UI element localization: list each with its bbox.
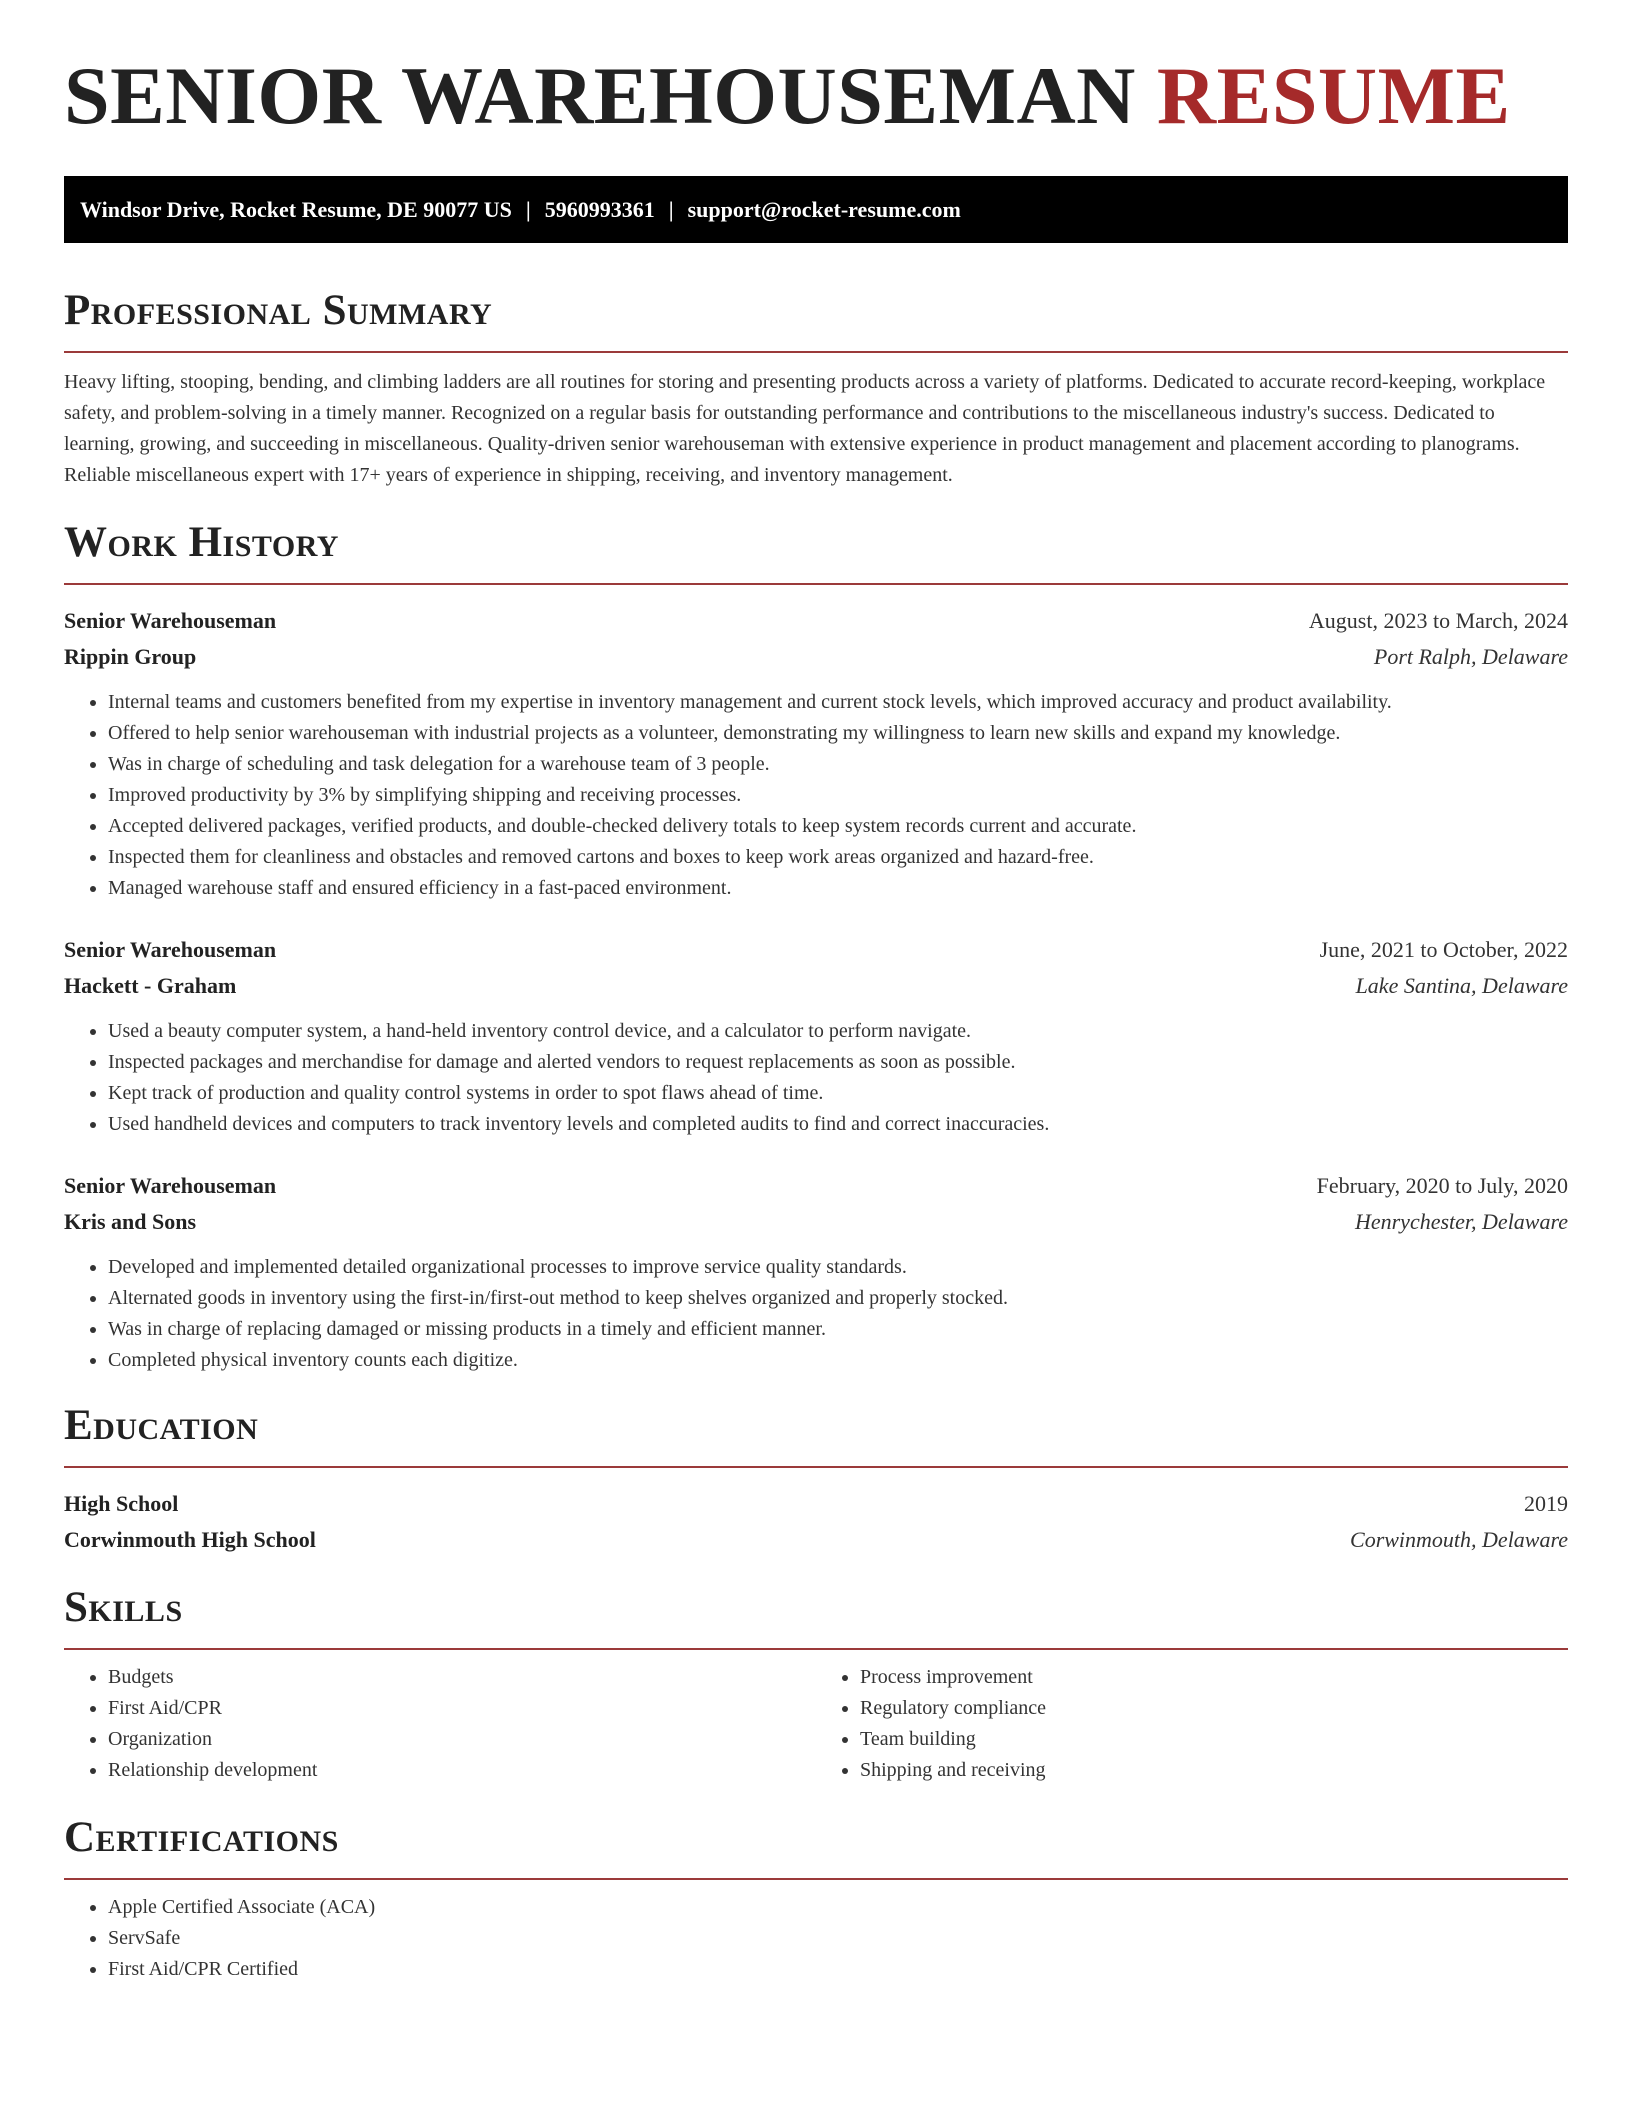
title-main: SENIOR WAREHOUSEMAN (64, 50, 1136, 141)
job-bullet: • Used handheld devices and computers to track inventory levels and completed audits to find and correct inaccuracies. (108, 1109, 1568, 1140)
job-bullet: • Internal teams and customers benefited from my expertise in inventory management and current stock levels, which improved accuracy and product availability. (108, 687, 1568, 718)
education-school: Corwinmouth High School (64, 1527, 316, 1552)
education-year: 2019 (1524, 1491, 1568, 1516)
job-entry (64, 1168, 1568, 1376)
job-title: Senior Warehouseman (64, 1173, 277, 1198)
section-heading-skills: Skills (64, 1584, 183, 1631)
job-bullet: • Was in charge of scheduling and task delegation for a warehouse team of 3 people. (108, 749, 1568, 780)
contact-bar (64, 176, 1568, 243)
section-heading-education: Education (64, 1402, 259, 1449)
section-divider (64, 1648, 1568, 1650)
job-bullet: • Kept track of production and quality control systems in order to spot flaws ahead of time. (108, 1078, 1568, 1109)
skill-item: • Shipping and receiving (860, 1755, 1568, 1786)
job-bullet: • Accepted delivered packages, verified products, and double-checked delivery totals to keep system records current and accurate. (108, 811, 1568, 842)
skill-item: • Budgets (108, 1662, 816, 1693)
skill-item: • Process improvement (860, 1662, 1568, 1693)
skills-list-left (64, 1662, 816, 1786)
job-bullet: • Alternated goods in inventory using the first-in/first-out method to keep shelves organized and properly stocked. (108, 1283, 1568, 1314)
section-divider (64, 583, 1568, 585)
section-divider (64, 351, 1568, 353)
job-location: Henrychester, Delaware (1354, 1209, 1568, 1234)
title-accent: RESUME (1156, 50, 1511, 141)
skill-item: • First Aid/CPR (108, 1693, 816, 1724)
skill-item: • Regulatory compliance (860, 1693, 1568, 1724)
section-divider (64, 1466, 1568, 1468)
job-entry (64, 603, 1568, 904)
resume-title (64, 0, 1568, 140)
job-dates: August, 2023 to March, 2024 (1308, 608, 1568, 633)
job-company: Rippin Group (64, 644, 197, 669)
job-bullet: • Improved productivity by 3% by simplifying shipping and receiving processes. (108, 780, 1568, 811)
skills-grid (64, 1662, 1568, 1786)
job-bullet: • Developed and implemented detailed organizational processes to improve service quality standards. (108, 1252, 1568, 1283)
job-bullets (64, 1252, 1568, 1376)
job-bullets (64, 1016, 1568, 1140)
certification-item: • First Aid/CPR Certified (108, 1954, 1568, 1985)
job-location: Lake Santina, Delaware (1355, 973, 1568, 998)
work-history-section (64, 517, 1568, 1376)
job-company: Hackett - Graham (64, 973, 237, 998)
skill-item: • Organization (108, 1724, 816, 1755)
skill-item: • Relationship development (108, 1755, 816, 1786)
contact-email: support@rocket-resume.com (687, 197, 961, 222)
section-heading-summary: Professional Summary (64, 287, 493, 334)
skills-section (64, 1582, 1568, 1786)
education-section (64, 1400, 1568, 1558)
job-bullet: • Inspected them for cleanliness and obstacles and removed cartons and boxes to keep work areas organized and hazard-free. (108, 842, 1568, 873)
section-heading-work-history: Work History (64, 519, 339, 566)
contact-separator: | (525, 197, 531, 222)
job-bullet: • Offered to help senior warehouseman with industrial projects as a volunteer, demonstrating my willingness to learn new skills and expand my knowledge. (108, 718, 1568, 749)
job-company: Kris and Sons (64, 1209, 197, 1234)
job-dates: June, 2021 to October, 2022 (1319, 937, 1568, 962)
education-degree: High School (64, 1491, 179, 1516)
resume-page (64, 0, 1568, 1985)
job-bullets (64, 687, 1568, 904)
job-bullet: • Completed physical inventory counts each digitize. (108, 1345, 1568, 1376)
education-entry (64, 1486, 1568, 1558)
section-heading-certifications: Certifications (64, 1814, 339, 1861)
job-title: Senior Warehouseman (64, 608, 277, 633)
contact-phone: 5960993361 (544, 197, 655, 222)
certifications-section (64, 1812, 1568, 1985)
job-bullet: • Managed warehouse staff and ensured efficiency in a fast-paced environment. (108, 873, 1568, 904)
certifications-list (64, 1892, 1568, 1985)
section-divider (64, 1878, 1568, 1880)
job-title: Senior Warehouseman (64, 937, 277, 962)
job-bullet: • Used a beauty computer system, a hand-held inventory control device, and a calculator to perform navigate. (108, 1016, 1568, 1047)
job-bullet: • Was in charge of replacing damaged or missing products in a timely and efficient manner. (108, 1314, 1568, 1345)
job-entry (64, 932, 1568, 1140)
job-dates: February, 2020 to July, 2020 (1316, 1173, 1568, 1198)
job-location: Port Ralph, Delaware (1373, 644, 1568, 669)
skill-item: • Team building (860, 1724, 1568, 1755)
summary-text: Heavy lifting, stooping, bending, and climbing ladders are all routines for storing and presenting products across a variety of platforms. Dedicated to accurate record-keeping, workplace safety, and problem-solving in a timely manner. Recognized on a regular basis for outstanding performance and contributions to the miscellaneous industry's success. Dedicated to learning, growing, and succeeding in miscellaneous. Quality-driven senior warehouseman with extensive experience in product management and placement according to planograms. Reliable miscellaneous expert with 17+ years of experience in shipping, receiving, and inventory management. (64, 371, 1546, 486)
job-bullet: • Inspected packages and merchandise for damage and alerted vendors to request replacements as soon as possible. (108, 1047, 1568, 1078)
contact-address: Windsor Drive, Rocket Resume, DE 90077 US (80, 197, 512, 222)
summary-section (64, 285, 1568, 491)
education-location: Corwinmouth, Delaware (1350, 1527, 1568, 1552)
certification-item: • ServSafe (108, 1923, 1568, 1954)
skills-list-right (816, 1662, 1568, 1786)
certification-item: • Apple Certified Associate (ACA) (108, 1892, 1568, 1923)
contact-separator: | (668, 197, 674, 222)
